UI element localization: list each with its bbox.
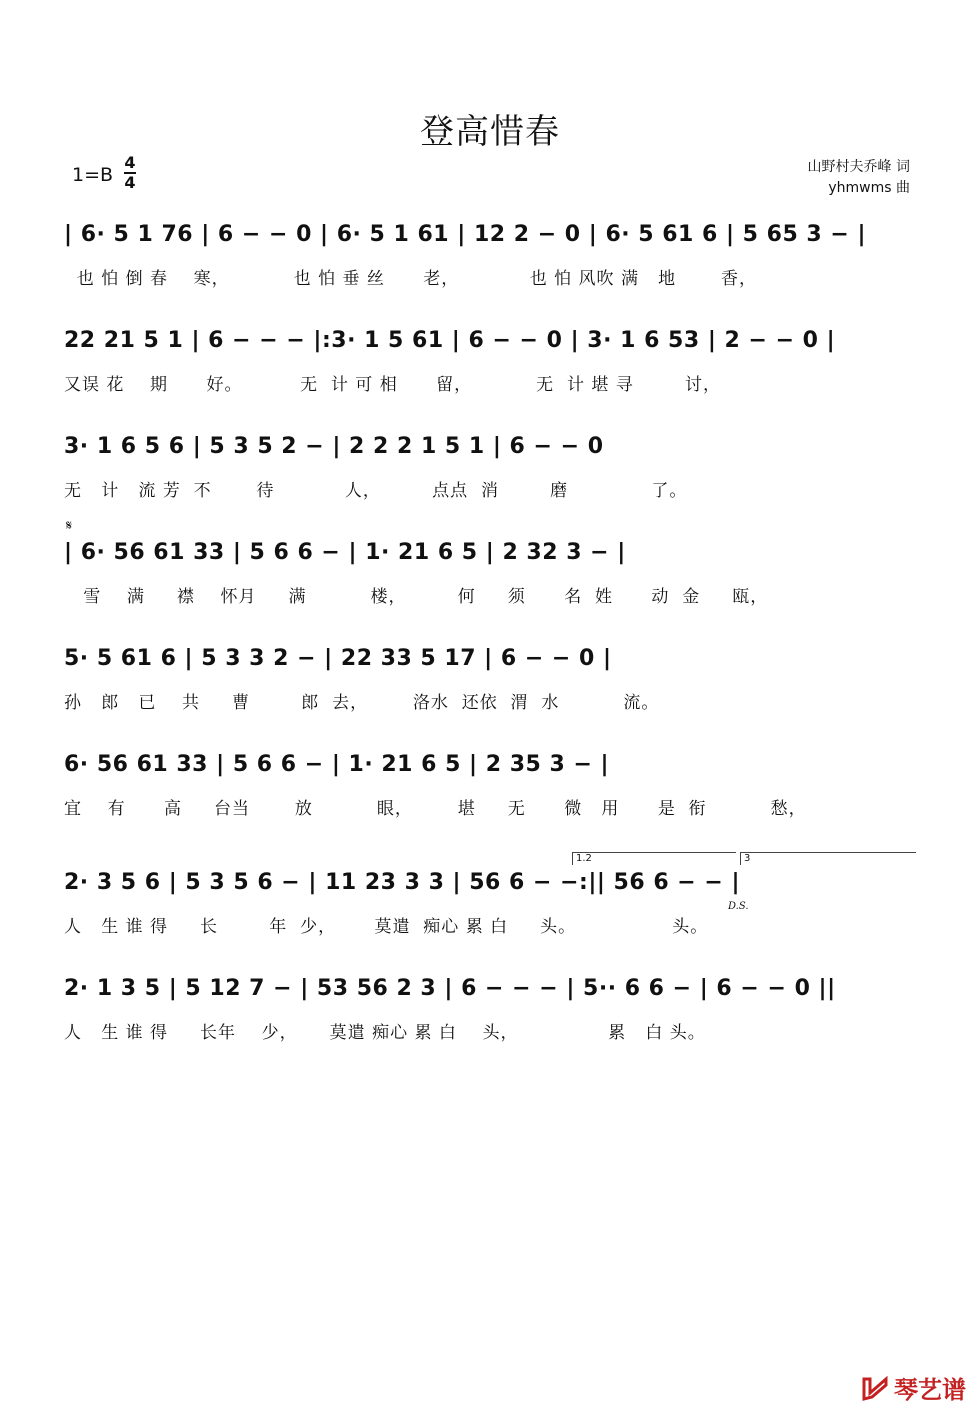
lyricist-credit: 山野村夫乔峰 词 — [807, 159, 910, 175]
composer-credit: yhmwms 曲 — [828, 180, 910, 196]
credits — [808, 157, 910, 199]
dal-segno-marker: D.S. — [728, 901, 749, 912]
lyrics-row-5: 孙 郎 已 共 曹 郎 去， 洛水 还依 渭 水 流。 — [64, 693, 660, 713]
lyrics-row-1: 也 怕 倒 春 寒， 也 怕 垂 丝 老， 也 怕 风吹 满 地 香， — [64, 269, 757, 289]
notation-row-2: 22 21 5 1 | 6 − − − |:3· 1 5 61 | 6 − − 0 | 3· 1 6 53 | 2 − − 0 | — [64, 328, 836, 353]
segno-sign: 𝄋 — [66, 518, 73, 534]
site-watermark — [860, 1370, 966, 1405]
lyrics-row-2: 又误 花 期 好。 无 计 可 相 留， 无 计 堪 寻 讨， — [64, 375, 721, 395]
lyrics-row-3: 无 计 流 芳 不 待 人， 点点 消 磨 了。 — [64, 481, 688, 501]
notation-row-6: 6· 56 61 33 | 5 6 6 − | 1· 21 6 5 | 2 35 3 − | — [64, 752, 610, 777]
volta-bracket-2: 3 — [740, 852, 916, 865]
lyrics-row-7: 人 生 谁 得 长 年 少， 莫遣 痴心 累 白 头。 头。 — [64, 917, 709, 937]
watermark-text: 琴艺谱 — [894, 1376, 966, 1404]
time-signature-bottom: 4 — [124, 173, 136, 192]
notation-row-1: | 6· 5 1 76 | 6 − − 0 | 6· 5 1 61 | 12 2 − 0 | 6· 5 61 6 | 5 65 3 − | — [64, 222, 867, 247]
notation-row-7: 2· 3 5 6 | 5 3 5 6 − | 11 23 3 3 | 56 6 − −:|| 56 6 − − | — [64, 870, 741, 895]
lyrics-row-4: 雪 满 襟 怀月 满 楼， 何 须 名 姓 动 金 瓯， — [64, 587, 769, 607]
watermark-logo-icon — [860, 1373, 890, 1403]
notation-row-3: 3· 1 6 5 6 | 5 3 5 2 − | 2 2 2 1 5 1 | 6 − − 0 — [64, 434, 604, 459]
song-title: 登高惜春 — [420, 112, 560, 152]
lyrics-row-8: 人 生 谁 得 长年 少， 莫遣 痴心 累 白 头， 累 白 头。 — [64, 1023, 706, 1043]
notation-row-8: 2· 1 3 5 | 5 12 7 − | 53 56 2 3 | 6 − − − | 5·· 6 6 − | 6 − − 0 || — [64, 976, 836, 1001]
time-signature-top: 4 — [124, 153, 136, 172]
notation-row-5: 5· 5 61 6 | 5 3 3 2 − | 22 33 5 17 | 6 − − 0 | — [64, 646, 612, 671]
notation-row-4: | 6· 56 61 33 | 5 6 6 − | 1· 21 6 5 | 2 32 3 − | — [64, 540, 626, 565]
time-signature — [124, 154, 136, 192]
lyrics-row-6: 宜 有 高 台当 放 眼， 堪 无 微 用 是 衔 愁， — [64, 799, 807, 819]
key-signature: 1=B — [72, 164, 114, 186]
volta-bracket-1: 1.2 — [572, 852, 736, 865]
